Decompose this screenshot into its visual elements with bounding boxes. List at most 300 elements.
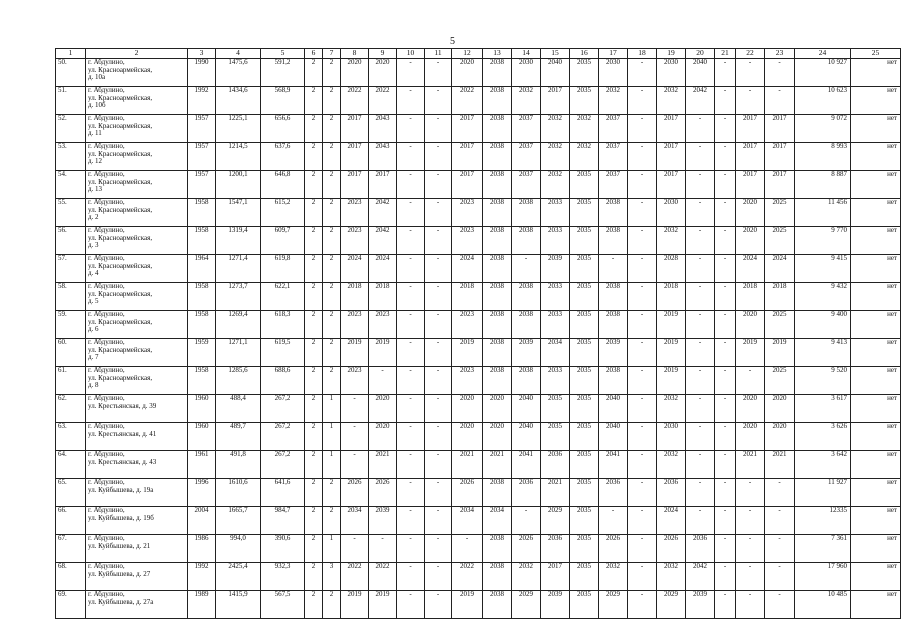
cell-col-7: 1: [323, 535, 341, 563]
cell-col-10: -: [397, 395, 425, 423]
cell-col-22: 2024: [736, 255, 765, 283]
cell-col-22: 2020: [736, 199, 765, 227]
cell-col-8: 2023: [341, 311, 369, 339]
cell-col-15: 2032: [541, 171, 570, 199]
cell-col-21: -: [715, 59, 736, 87]
cell-col-5: 390,6: [261, 535, 305, 563]
cell-col-17: 2038: [599, 367, 628, 395]
cell-col-21: -: [715, 283, 736, 311]
cell-col-17: 2029: [599, 591, 628, 619]
cell-col-21: -: [715, 479, 736, 507]
address-line: д. 7: [88, 353, 99, 361]
cell-col-19: 2032: [657, 227, 686, 255]
column-number-2: 2: [86, 49, 188, 59]
cell-col-11: -: [425, 367, 452, 395]
address-line: г. Абдулино,: [88, 226, 125, 234]
cell-col-16: 2035: [570, 591, 599, 619]
cell-col-10: -: [397, 87, 425, 115]
cell-col-21: -: [715, 535, 736, 563]
cell-col-6: 2: [305, 395, 323, 423]
cell-col-11: -: [425, 115, 452, 143]
cell-col-10: -: [397, 591, 425, 619]
cell-col-16: 2035: [570, 87, 599, 115]
cell-col-5: 619,5: [261, 339, 305, 367]
cell-col-10: -: [397, 59, 425, 87]
column-number-15: 15: [541, 49, 570, 59]
cell-col-25: нет: [851, 115, 901, 143]
cell-col-23: -: [765, 507, 795, 535]
cell-col-7: 2: [323, 479, 341, 507]
cell-col-6: 2: [305, 367, 323, 395]
cell-col-23: 2025: [765, 227, 795, 255]
table-row: [56, 563, 901, 591]
cell-col-9: 2018: [369, 283, 397, 311]
cell-col-9: 2017: [369, 171, 397, 199]
cell-col-24: 10 623: [795, 87, 851, 115]
cell-col-5: 618,3: [261, 311, 305, 339]
cell-col-4: 994,0: [216, 535, 261, 563]
cell-col-20: 2040: [686, 59, 715, 87]
cell-col-17: 2038: [599, 199, 628, 227]
cell-col-24: 3 642: [795, 451, 851, 479]
cell-col-9: -: [369, 535, 397, 563]
cell-col-11: -: [425, 283, 452, 311]
cell-col-11: -: [425, 339, 452, 367]
cell-col-14: 2038: [512, 227, 541, 255]
cell-col-23: 2019: [765, 339, 795, 367]
cell-col-20: -: [686, 115, 715, 143]
cell-col-10: -: [397, 507, 425, 535]
address-line: ул. Крестьянская, д. 41: [88, 429, 157, 438]
cell-col-21: -: [715, 591, 736, 619]
address-line: ул. Красноармейская,: [88, 177, 153, 186]
address-line: д. 13: [88, 185, 103, 193]
cell-col-15: 2032: [541, 115, 570, 143]
cell-col-10: -: [397, 479, 425, 507]
cell-col-16: 2035: [570, 367, 599, 395]
cell-col-20: 2039: [686, 591, 715, 619]
cell-col-24: 9 520: [795, 367, 851, 395]
address-line: ул. Красноармейская,: [88, 233, 153, 242]
table-row: [56, 87, 901, 115]
cell-col-12: 2021: [452, 451, 483, 479]
cell-col-6: 2: [305, 563, 323, 591]
cell-col-5: 267,2: [261, 451, 305, 479]
cell-col-12: 2023: [452, 227, 483, 255]
cell-col-22: 2020: [736, 227, 765, 255]
cell-col-15: 2033: [541, 199, 570, 227]
cell-col-16: 2032: [570, 143, 599, 171]
address-line: ул. Красноармейская,: [88, 345, 153, 354]
cell-col-22: 2017: [736, 143, 765, 171]
address-line: ул. Красноармейская,: [88, 289, 153, 298]
cell-col-25: нет: [851, 227, 901, 255]
table-row: [56, 479, 901, 507]
cell-col-7: 2: [323, 339, 341, 367]
cell-col-9: 2026: [369, 479, 397, 507]
cell-col-13: 2038: [483, 143, 512, 171]
address-line: г. Абдулино,: [88, 562, 125, 570]
cell-col-23: 2024: [765, 255, 795, 283]
cell-col-23: 2018: [765, 283, 795, 311]
cell-col-7: 2: [323, 367, 341, 395]
cell-col-12: 2017: [452, 143, 483, 171]
column-number-header: [56, 49, 901, 59]
cell-col-9: 2020: [369, 395, 397, 423]
cell-col-14: 2040: [512, 423, 541, 451]
table-row: [56, 423, 901, 451]
cell-col-10: -: [397, 227, 425, 255]
cell-col-12: 2017: [452, 171, 483, 199]
cell-col-6: 2: [305, 59, 323, 87]
cell-col-9: 2019: [369, 591, 397, 619]
cell-col-3: 1958: [188, 283, 216, 311]
cell-col-4: 1285,6: [216, 367, 261, 395]
address-cell: [86, 479, 188, 507]
cell-col-8: 2017: [341, 171, 369, 199]
cell-col-10: -: [397, 563, 425, 591]
cell-col-13: 2021: [483, 451, 512, 479]
address-cell: [86, 423, 188, 451]
cell-col-4: 491,8: [216, 451, 261, 479]
cell-col-15: 2039: [541, 591, 570, 619]
cell-col-18: -: [628, 591, 657, 619]
column-number-24: 24: [795, 49, 851, 59]
cell-col-4: 1475,6: [216, 59, 261, 87]
cell-col-4: 1271,1: [216, 339, 261, 367]
column-number-1: 1: [56, 49, 86, 59]
cell-col-10: -: [397, 171, 425, 199]
cell-col-18: -: [628, 479, 657, 507]
address-cell: [86, 339, 188, 367]
address-line: г. Абдулино,: [88, 114, 125, 122]
column-number-5: 5: [261, 49, 305, 59]
cell-col-11: -: [425, 199, 452, 227]
cell-col-12: 2020: [452, 423, 483, 451]
cell-col-8: 2026: [341, 479, 369, 507]
page-number: 5: [450, 36, 455, 47]
cell-col-8: 2023: [341, 199, 369, 227]
cell-col-14: 2032: [512, 87, 541, 115]
cell-col-14: 2038: [512, 283, 541, 311]
cell-col-16: 2035: [570, 423, 599, 451]
cell-col-15: 2033: [541, 367, 570, 395]
cell-col-14: 2038: [512, 367, 541, 395]
address-cell: [86, 115, 188, 143]
address-line: г. Абдулино,: [88, 590, 125, 598]
address-line: г. Абдулино,: [88, 198, 125, 206]
row-number: 63.: [56, 423, 86, 451]
cell-col-20: -: [686, 423, 715, 451]
cell-col-7: 2: [323, 87, 341, 115]
cell-col-17: 2030: [599, 59, 628, 87]
cell-col-17: -: [599, 255, 628, 283]
cell-col-11: -: [425, 143, 452, 171]
cell-col-7: 1: [323, 451, 341, 479]
cell-col-20: -: [686, 311, 715, 339]
cell-col-3: 1960: [188, 395, 216, 423]
cell-col-15: 2034: [541, 339, 570, 367]
cell-col-10: -: [397, 199, 425, 227]
cell-col-9: -: [369, 367, 397, 395]
cell-col-12: 2017: [452, 115, 483, 143]
address-line: г. Абдулино,: [88, 142, 125, 150]
cell-col-13: 2038: [483, 59, 512, 87]
cell-col-13: 2020: [483, 423, 512, 451]
cell-col-7: 2: [323, 227, 341, 255]
cell-col-25: нет: [851, 87, 901, 115]
cell-col-4: 1271,4: [216, 255, 261, 283]
cell-col-7: 3: [323, 563, 341, 591]
cell-col-12: 2023: [452, 199, 483, 227]
address-cell: [86, 255, 188, 283]
cell-col-20: 2042: [686, 87, 715, 115]
cell-col-22: 2018: [736, 283, 765, 311]
cell-col-10: -: [397, 451, 425, 479]
cell-col-17: 2038: [599, 227, 628, 255]
cell-col-19: 2017: [657, 115, 686, 143]
address-cell: [86, 563, 188, 591]
cell-col-11: -: [425, 171, 452, 199]
cell-col-25: нет: [851, 143, 901, 171]
table-row: [56, 171, 901, 199]
cell-col-20: -: [686, 227, 715, 255]
address-cell: [86, 535, 188, 563]
cell-col-18: -: [628, 535, 657, 563]
cell-col-19: 2030: [657, 423, 686, 451]
cell-col-4: 1319,4: [216, 227, 261, 255]
cell-col-12: 2020: [452, 59, 483, 87]
cell-col-13: 2038: [483, 115, 512, 143]
cell-col-8: 2022: [341, 563, 369, 591]
address-line: г. Абдулино,: [88, 282, 125, 290]
address-line: д. 6: [88, 325, 99, 333]
cell-col-3: 1958: [188, 227, 216, 255]
table-row: [56, 591, 901, 619]
cell-col-14: 2038: [512, 199, 541, 227]
row-number: 64.: [56, 451, 86, 479]
cell-col-19: 2017: [657, 143, 686, 171]
cell-col-4: 1200,1: [216, 171, 261, 199]
cell-col-7: 2: [323, 59, 341, 87]
cell-col-12: 2019: [452, 339, 483, 367]
address-line: г. Абдулино,: [88, 254, 125, 262]
cell-col-14: 2036: [512, 479, 541, 507]
cell-col-20: -: [686, 143, 715, 171]
address-cell: [86, 395, 188, 423]
address-cell: [86, 451, 188, 479]
housing-registry-table: [55, 48, 901, 619]
cell-col-20: -: [686, 367, 715, 395]
cell-col-12: 2023: [452, 367, 483, 395]
cell-col-14: 2038: [512, 311, 541, 339]
address-cell: [86, 591, 188, 619]
cell-col-15: 2036: [541, 535, 570, 563]
cell-col-13: 2038: [483, 591, 512, 619]
address-line: ул. Куйбышева, д. 19а: [88, 485, 154, 494]
cell-col-25: нет: [851, 367, 901, 395]
cell-col-10: -: [397, 367, 425, 395]
cell-col-17: 2037: [599, 171, 628, 199]
cell-col-12: 2026: [452, 479, 483, 507]
cell-col-4: 488,4: [216, 395, 261, 423]
cell-col-5: 646,8: [261, 171, 305, 199]
cell-col-21: -: [715, 451, 736, 479]
address-line: ул. Красноармейская,: [88, 65, 153, 74]
column-number-10: 10: [397, 49, 425, 59]
column-number-4: 4: [216, 49, 261, 59]
cell-col-24: 9 432: [795, 283, 851, 311]
cell-col-16: 2035: [570, 535, 599, 563]
address-line: д. 5: [88, 297, 99, 305]
column-number-6: 6: [305, 49, 323, 59]
cell-col-13: 2038: [483, 227, 512, 255]
address-line: ул. Куйбышева, д. 27а: [88, 597, 154, 606]
cell-col-10: -: [397, 115, 425, 143]
address-line: ул. Куйбышева, д. 27: [88, 569, 151, 578]
cell-col-18: -: [628, 395, 657, 423]
cell-col-7: 2: [323, 507, 341, 535]
cell-col-22: 2017: [736, 115, 765, 143]
cell-col-20: -: [686, 199, 715, 227]
cell-col-21: -: [715, 227, 736, 255]
cell-col-3: 1959: [188, 339, 216, 367]
cell-col-21: -: [715, 339, 736, 367]
cell-col-22: 2017: [736, 171, 765, 199]
cell-col-12: 2034: [452, 507, 483, 535]
cell-col-23: 2017: [765, 171, 795, 199]
cell-col-20: 2036: [686, 535, 715, 563]
cell-col-9: 2042: [369, 227, 397, 255]
table-row: [56, 115, 901, 143]
row-number: 68.: [56, 563, 86, 591]
cell-col-6: 2: [305, 227, 323, 255]
cell-col-24: 17 960: [795, 563, 851, 591]
row-number: 51.: [56, 87, 86, 115]
cell-col-11: -: [425, 87, 452, 115]
cell-col-24: 9 400: [795, 311, 851, 339]
cell-col-18: -: [628, 311, 657, 339]
cell-col-20: 2042: [686, 563, 715, 591]
row-number: 62.: [56, 395, 86, 423]
cell-col-14: 2041: [512, 451, 541, 479]
cell-col-25: нет: [851, 591, 901, 619]
cell-col-25: нет: [851, 535, 901, 563]
cell-col-18: -: [628, 171, 657, 199]
address-line: г. Абдулино,: [88, 58, 125, 66]
cell-col-22: 2019: [736, 339, 765, 367]
cell-col-19: 2029: [657, 591, 686, 619]
cell-col-20: -: [686, 339, 715, 367]
cell-col-13: 2038: [483, 479, 512, 507]
cell-col-24: 12335: [795, 507, 851, 535]
table-row: [56, 339, 901, 367]
cell-col-16: 2035: [570, 283, 599, 311]
cell-col-12: 2019: [452, 591, 483, 619]
cell-col-23: 2021: [765, 451, 795, 479]
address-line: д. 11: [88, 129, 102, 137]
cell-col-22: -: [736, 563, 765, 591]
cell-col-8: -: [341, 535, 369, 563]
address-line: д. 8: [88, 381, 99, 389]
cell-col-5: 656,6: [261, 115, 305, 143]
cell-col-24: 7 361: [795, 535, 851, 563]
cell-col-16: 2035: [570, 171, 599, 199]
row-number: 67.: [56, 535, 86, 563]
row-number: 65.: [56, 479, 86, 507]
cell-col-24: 3 626: [795, 423, 851, 451]
cell-col-19: 2032: [657, 451, 686, 479]
cell-col-11: -: [425, 311, 452, 339]
cell-col-15: 2033: [541, 283, 570, 311]
cell-col-12: -: [452, 535, 483, 563]
cell-col-3: 1958: [188, 311, 216, 339]
cell-col-20: -: [686, 283, 715, 311]
cell-col-5: 609,7: [261, 227, 305, 255]
cell-col-5: 641,6: [261, 479, 305, 507]
cell-col-8: -: [341, 395, 369, 423]
cell-col-21: -: [715, 87, 736, 115]
cell-col-9: 2022: [369, 563, 397, 591]
table-body: [56, 59, 901, 619]
cell-col-13: 2038: [483, 339, 512, 367]
cell-col-18: -: [628, 87, 657, 115]
cell-col-19: 2019: [657, 367, 686, 395]
row-number: 60.: [56, 339, 86, 367]
cell-col-5: 267,2: [261, 423, 305, 451]
cell-col-17: 2039: [599, 339, 628, 367]
cell-col-24: 3 617: [795, 395, 851, 423]
address-line: д. 3: [88, 241, 99, 249]
row-number: 58.: [56, 283, 86, 311]
cell-col-6: 2: [305, 507, 323, 535]
cell-col-6: 2: [305, 283, 323, 311]
cell-col-5: 688,6: [261, 367, 305, 395]
address-line: д. 4: [88, 269, 99, 277]
cell-col-24: 9 413: [795, 339, 851, 367]
row-number: 69.: [56, 591, 86, 619]
cell-col-7: 2: [323, 171, 341, 199]
cell-col-3: 1961: [188, 451, 216, 479]
cell-col-9: 2020: [369, 59, 397, 87]
cell-col-5: 568,9: [261, 87, 305, 115]
cell-col-15: 2040: [541, 59, 570, 87]
cell-col-13: 2038: [483, 255, 512, 283]
cell-col-25: нет: [851, 423, 901, 451]
table-row: [56, 311, 901, 339]
cell-col-3: 1986: [188, 535, 216, 563]
cell-col-16: 2035: [570, 479, 599, 507]
cell-col-14: -: [512, 255, 541, 283]
cell-col-4: 1547,1: [216, 199, 261, 227]
row-number: 61.: [56, 367, 86, 395]
cell-col-4: 1610,6: [216, 479, 261, 507]
cell-col-19: 2036: [657, 479, 686, 507]
cell-col-15: 2033: [541, 227, 570, 255]
cell-col-8: 2024: [341, 255, 369, 283]
cell-col-14: 2037: [512, 115, 541, 143]
cell-col-22: -: [736, 591, 765, 619]
cell-col-6: 2: [305, 479, 323, 507]
table-row: [56, 535, 901, 563]
cell-col-16: 2035: [570, 339, 599, 367]
cell-col-21: -: [715, 423, 736, 451]
cell-col-8: 2019: [341, 339, 369, 367]
cell-col-20: -: [686, 255, 715, 283]
cell-col-3: 1964: [188, 255, 216, 283]
cell-col-15: 2032: [541, 143, 570, 171]
cell-col-11: -: [425, 423, 452, 451]
